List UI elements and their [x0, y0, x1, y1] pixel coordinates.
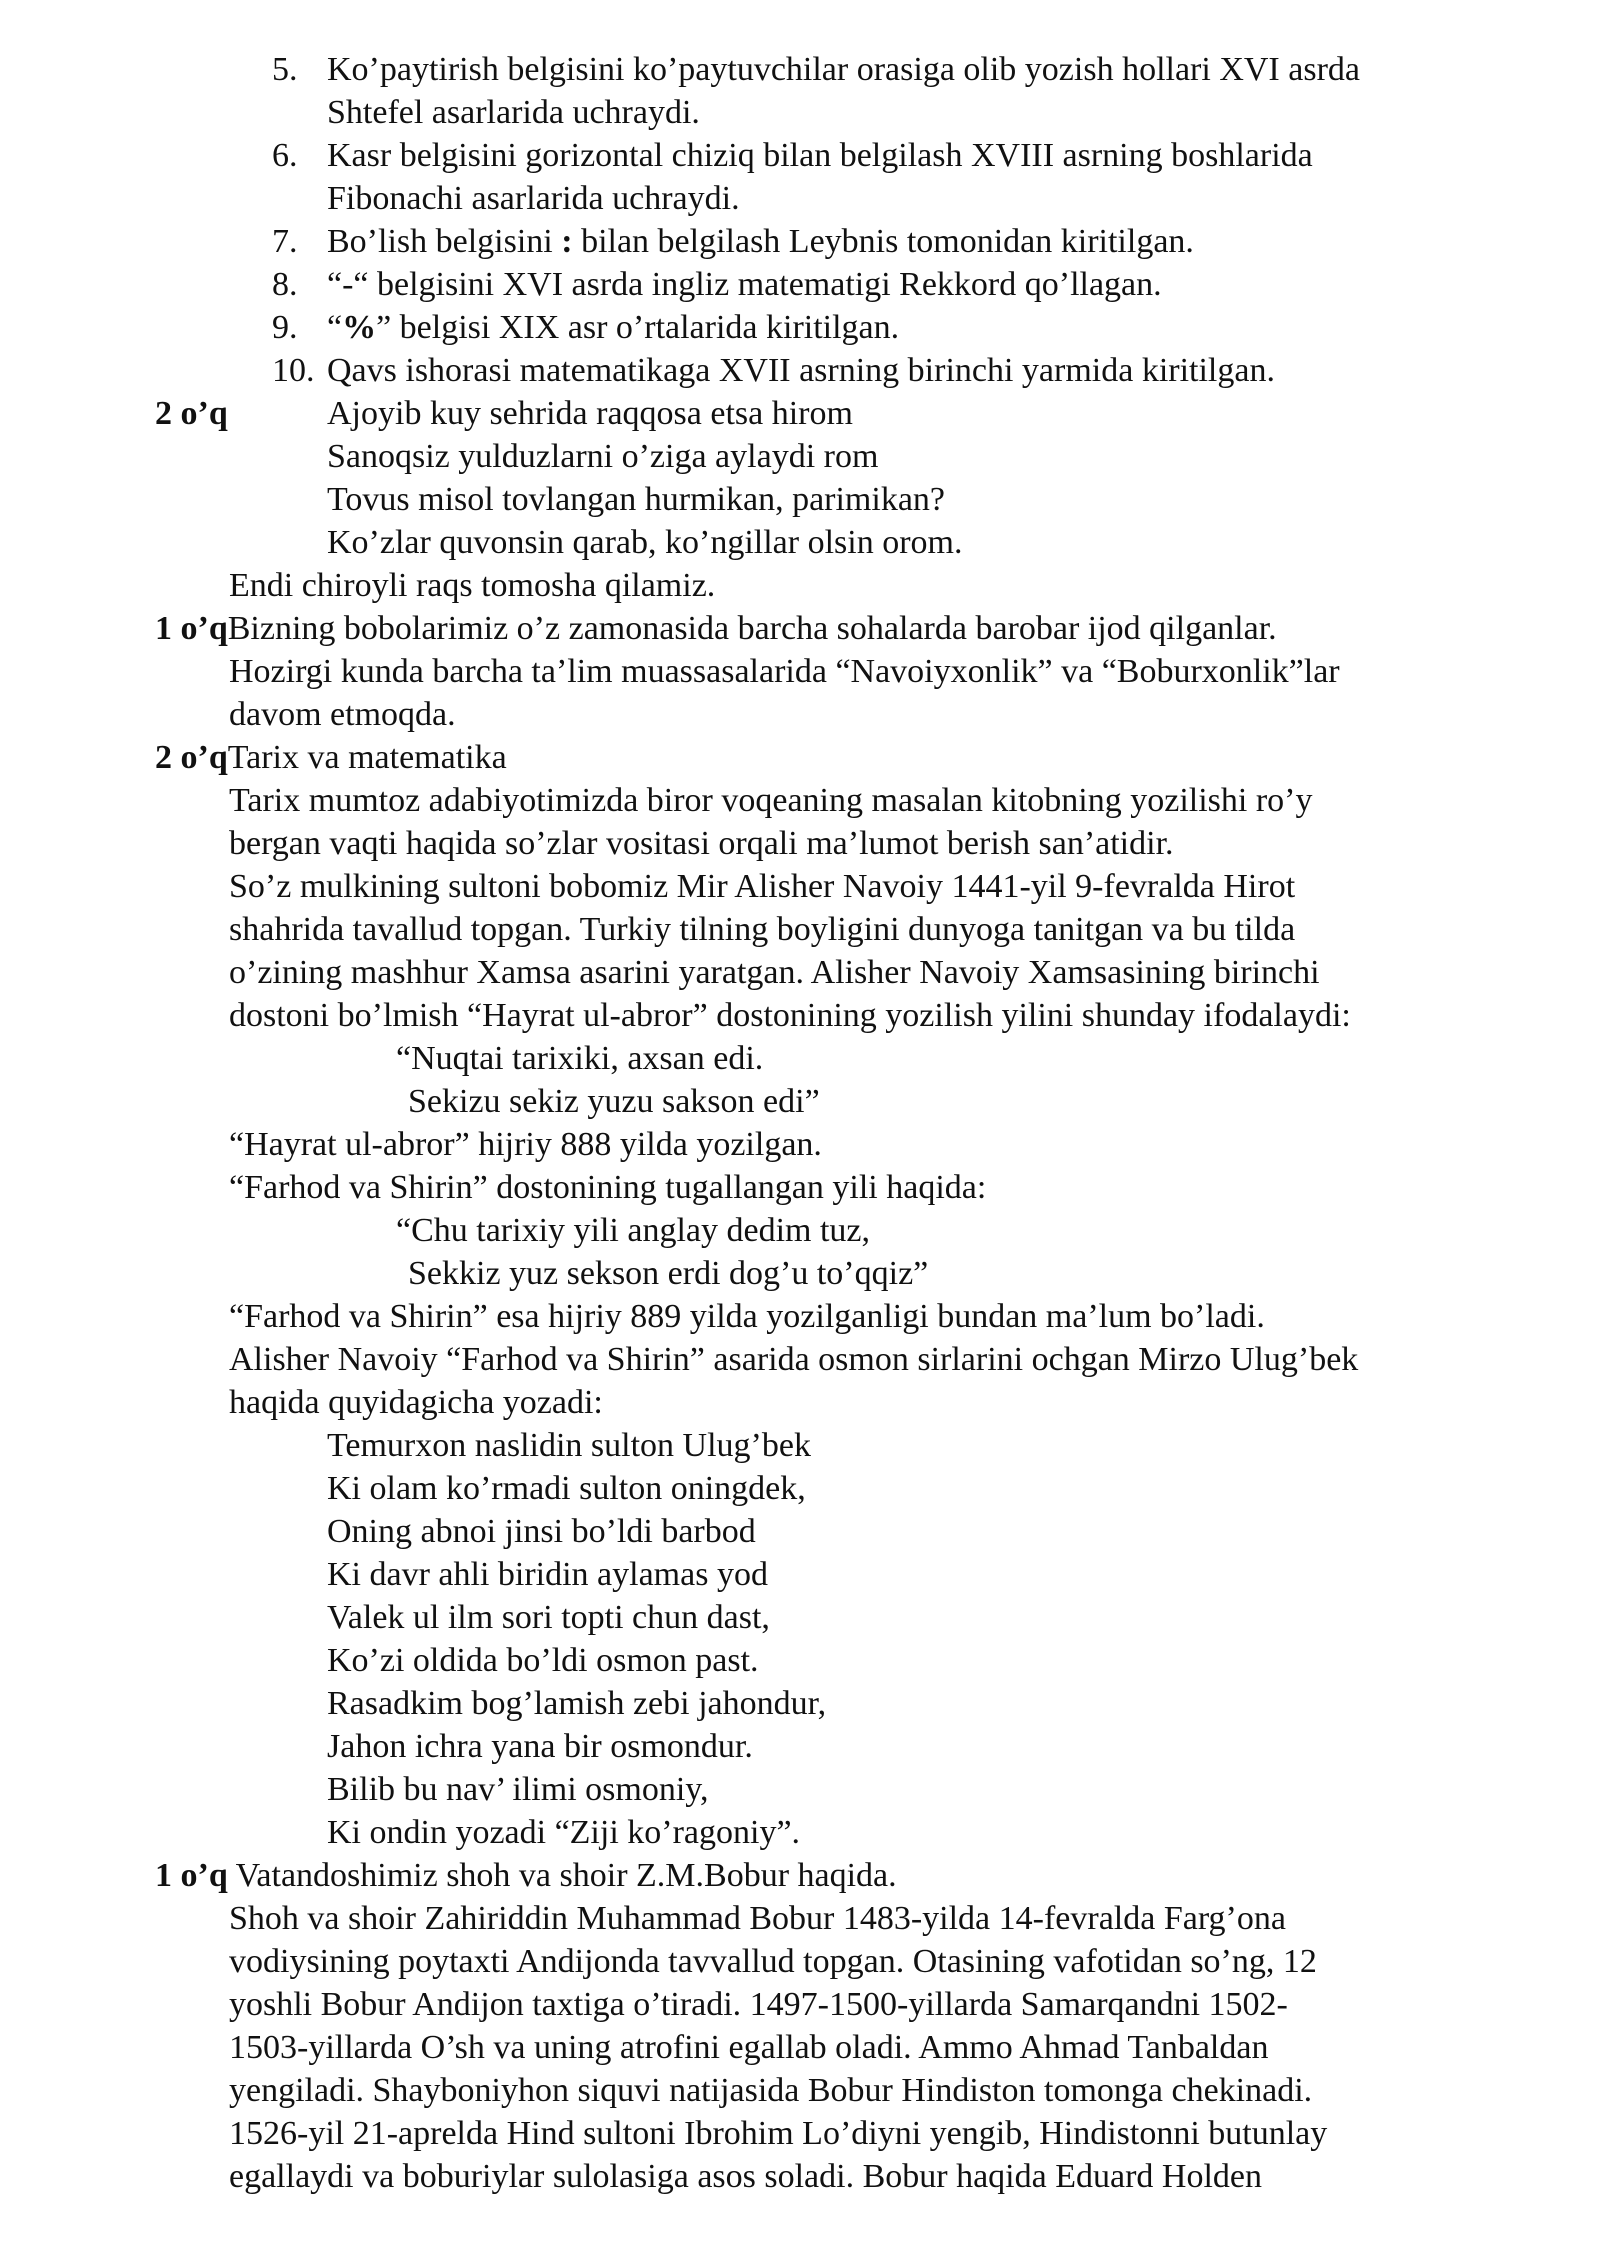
paragraph-line: dostoni bo’lmish “Hayrat ul-abror” dostonining yozilish yilini shunday ifodalaydi: [229, 997, 1351, 1034]
list-number: 7. [272, 223, 298, 260]
paragraph-line: davom etmoqda. [229, 696, 456, 733]
paragraph-line: Hozirgi kunda barcha ta’lim muassasalarida “Navoiyxonlik” va “Boburxonlik”lar [229, 653, 1340, 690]
paragraph-line: 1526-yil 21-aprelda Hind sultoni Ibrohim Lo’diyni yengib, Hindistonni butunlay [229, 2115, 1328, 2152]
poem-line: Valek ul ilm sori topti chun dast, [327, 1599, 770, 1636]
paragraph-line: egallaydi va boburiylar sulolasiga asos soladi. Bobur haqida Eduard Holden [229, 2158, 1262, 2195]
list-text: Bo’lish belgisini : bilan belgilash Leybnis tomonidan kiritilgan. [327, 223, 1194, 260]
list-text: “-“ belgisini XVI asrda ingliz matematigi Rekkord qo’llagan. [327, 266, 1162, 303]
poem-line: Bilib bu nav’ ilimi osmoniy, [327, 1771, 709, 1808]
percent-sign: % [342, 309, 377, 346]
quote-line: “Nuqtai tarixiki, axsan edi. [396, 1040, 764, 1077]
paragraph-line: haqida quyidagicha yozadi: [229, 1384, 603, 1421]
speaker-label: 1 o’q [155, 610, 228, 647]
poem-line: Ki ondin yozadi “Ziji ko’ragoniy”. [327, 1814, 801, 1851]
list-text-continued: Fibonachi asarlarida uchraydi. [327, 180, 740, 217]
poem-line: Ajoyib kuy sehrida raqqosa etsa hirom [327, 395, 853, 432]
list-number: 10. [272, 352, 315, 389]
paragraph-line: Shoh va shoir Zahiriddin Muhammad Bobur 1483-yilda 14-fevralda Farg’ona [229, 1900, 1286, 1937]
paragraph-line: “Hayrat ul-abror” hijriy 888 yilda yozilgan. [229, 1126, 822, 1163]
list-number: 5. [272, 51, 298, 88]
poem-line: Ko’zlar quvonsin qarab, ko’ngillar olsin orom. [327, 524, 963, 561]
list-number: 8. [272, 266, 298, 303]
poem-line: Ki olam ko’rmadi sulton oningdek, [327, 1470, 806, 1507]
paragraph-line: Tarix mumtoz adabiyotimizda biror voqeaning masalan kitobning yozilishi ro’y [229, 782, 1313, 819]
poem-line: Ki davr ahli biridin aylamas yod [327, 1556, 768, 1593]
list-number: 6. [272, 137, 298, 174]
division-sign: : [561, 223, 573, 260]
list-text: Kasr belgisini gorizontal chiziq bilan belgilash XVIII asrning boshlarida [327, 137, 1313, 174]
paragraph-line: Alisher Navoiy “Farhod va Shirin” asarida osmon sirlarini ochgan Mirzo Ulug’bek [229, 1341, 1359, 1378]
poem-line: Jahon ichra yana bir osmondur. [327, 1728, 753, 1765]
paragraph-line: Endi chiroyli raqs tomosha qilamiz. [229, 567, 716, 604]
paragraph-line: vodiysining poytaxti Andijonda tavvallud topgan. Otasining vafotidan so’ng, 12 [229, 1943, 1317, 1980]
paragraph-line: shahrida tavallud topgan. Turkiy tilning boyligini dunyoga tanitgan va bu tilda [229, 911, 1296, 948]
paragraph-line: o’zining mashhur Xamsa asarini yaratgan. Alisher Navoiy Xamsasining birinchi [229, 954, 1320, 991]
paragraph-line: “Farhod va Shirin” dostonining tugallangan yili haqida: [229, 1169, 987, 1206]
paragraph-line: So’z mulkining sultoni bobomiz Mir Alisher Navoiy 1441-yil 9-fevralda Hirot [229, 868, 1296, 905]
section-title: Tarix va matematika [227, 739, 507, 776]
speaker-label: 2 o’q [155, 739, 228, 776]
poem-line: Ko’zi oldida bo’ldi osmon past. [327, 1642, 759, 1679]
quote-line: Sekkiz yuz sekson erdi dog’u to’qqiz” [408, 1255, 929, 1292]
list-text-continued: Shtefel asarlarida uchraydi. [327, 94, 700, 131]
paragraph-line: bergan vaqti haqida so’zlar vositasi orqali ma’lumot berish san’atidir. [229, 825, 1174, 862]
paragraph-line: yengiladi. Shayboniyhon siquvi natijasida Bobur Hindiston tomonga chekinadi. [229, 2072, 1313, 2109]
speaker-paragraph [155, 607, 1277, 650]
list-text: Qavs ishorasi matematikaga XVII asrning birinchi yarmida kiritilgan. [327, 352, 1275, 389]
poem-line: Rasadkim bog’lamish zebi jahondur, [327, 1685, 827, 1722]
poem-line: Tovus misol tovlangan hurmikan, parimikan? [327, 481, 946, 518]
speaker-paragraph [155, 736, 507, 779]
speaker-label: 1 o’q [155, 1857, 228, 1894]
quote-line: “Chu tarixiy yili anglay dedim tuz, [396, 1212, 871, 1249]
paragraph-line: “Farhod va Shirin” esa hijriy 889 yilda yozilganligi bundan ma’lum bo’ladi. [229, 1298, 1265, 1335]
paragraph-text: Vatandoshimiz shoh va shoir Z.M.Bobur haqida. [227, 1857, 897, 1894]
quote-line: Sekizu sekiz yuzu sakson edi” [408, 1083, 820, 1120]
list-text: “%” belgisi XIX asr o’rtalarida kiritilgan. [327, 309, 900, 346]
list-number: 9. [272, 309, 298, 346]
poem-line: Temurxon naslidin sulton Ulug’bek [327, 1427, 811, 1464]
paragraph-line: yoshli Bobur Andijon taxtiga o’tiradi. 1497-1500-yillarda Samarqandni 1502- [229, 1986, 1288, 2023]
poem-line: Oning abnoi jinsi bo’ldi barbod [327, 1513, 756, 1550]
paragraph-line: 1503-yillarda O’sh va uning atrofini egallab oladi. Ammo Ahmad Tanbaldan [229, 2029, 1269, 2066]
list-text: Ko’paytirish belgisini ko’paytuvchilar orasiga olib yozish hollari XVI asrda [327, 51, 1360, 88]
paragraph-text: Bizning bobolarimiz o’z zamonasida barcha sohalarda barobar ijod qilganlar. [227, 610, 1277, 647]
speaker-paragraph [155, 1854, 897, 1897]
poem-line: Sanoqsiz yulduzlarni o’ziga aylaydi rom [327, 438, 879, 475]
speaker-label: 2 o’q [155, 395, 228, 432]
